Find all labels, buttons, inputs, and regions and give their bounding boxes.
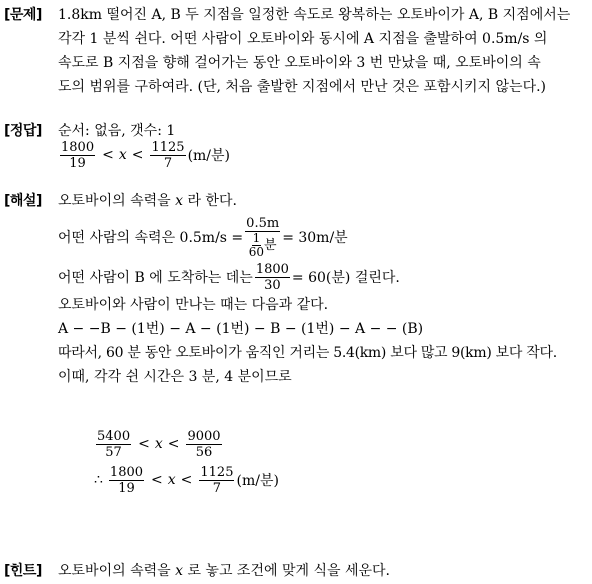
answer-fraction-left: $\frac{1800}{19}$ bbox=[61, 139, 95, 171]
answer-fraction-right: $\frac{1125}{7}$ bbox=[151, 139, 185, 171]
problem-tag: [문제] bbox=[4, 7, 42, 23]
solution-section bbox=[0, 190, 592, 510]
speed-fraction: 0.5m 1 60 분 bbox=[246, 215, 280, 259]
answer-meta: 순서: 없음, 갯수: 1 bbox=[58, 123, 176, 139]
answer-unit: (m/분) bbox=[187, 148, 231, 164]
solution-line: 따라서, 60 분 동안 오토바이가 움직인 거리는 5.4(km) 보다 많고 9(km) 보다 작다. bbox=[58, 345, 557, 361]
hint-text: 오토바이의 속력을 x 로 놓고 조건에 맞게 식을 세운다. bbox=[58, 563, 390, 579]
answer-tag: [정답] bbox=[4, 123, 42, 139]
problem-section bbox=[0, 4, 592, 104]
solution-line: 이때, 각각 쉰 시간은 3 분, 4 분이므로 bbox=[58, 369, 292, 385]
solution-line: 오토바이의 속력을 x 라 한다. bbox=[58, 193, 237, 209]
solution-tag: [해설] bbox=[4, 193, 42, 209]
solution-inequality-2: ∴ $\frac{1800}{19}$ < x < $\frac{1125}{7}$ (m/분) bbox=[94, 464, 279, 496]
therefore-symbol: ∴ bbox=[94, 472, 103, 488]
solution-inequality-1: $\frac{5400}{57}$ < x < $\frac{9000}{56}$ bbox=[97, 428, 221, 460]
answer-inequality: $\frac{1800}{19}$ < x < $\frac{1125}{7}$ (m/분) bbox=[61, 139, 231, 171]
hint-section bbox=[0, 560, 592, 582]
answer-section bbox=[0, 120, 592, 180]
time-fraction: $\frac{1800}{30}$ bbox=[255, 261, 289, 293]
answer-variable: x bbox=[118, 147, 127, 163]
solution-line: 어떤 사람의 속력은 0.5m/s = 0.5m 1 60 분 = 30m/분 bbox=[58, 215, 348, 259]
solution-line: 오토바이와 사람이 만나는 때는 다음과 같다. bbox=[58, 297, 329, 313]
meeting-sequence: A − −B − (1번) − A − (1번) − B − (1번) − A − − (B) bbox=[58, 321, 424, 337]
problem-text bbox=[58, 4, 590, 100]
problem-line: 1.8km 떨어진 A, B 두 지점을 일정한 속도로 왕복하는 오토바이가 A, B 지점에서는 bbox=[58, 7, 571, 23]
problem-line: 속도로 B 지점을 향해 걸어가는 동안 오토바이와 3 번 만났을 때, 오토바이의 속 bbox=[58, 55, 541, 71]
hint-tag: [힌트] bbox=[4, 563, 42, 579]
problem-line: 도의 범위를 구하여라. (단, 처음 출발한 지점에서 만난 것은 포함시키지 않는다.) bbox=[58, 79, 547, 95]
problem-line: 각각 1 분씩 쉰다. 어떤 사람이 오토바이와 동시에 A 지점을 출발하여 0.5m/s 의 bbox=[58, 31, 548, 47]
solution-line: 어떤 사람이 B 에 도착하는 데는 $\frac{1800}{30}$ = 60(분) 걸린다. bbox=[58, 261, 400, 293]
